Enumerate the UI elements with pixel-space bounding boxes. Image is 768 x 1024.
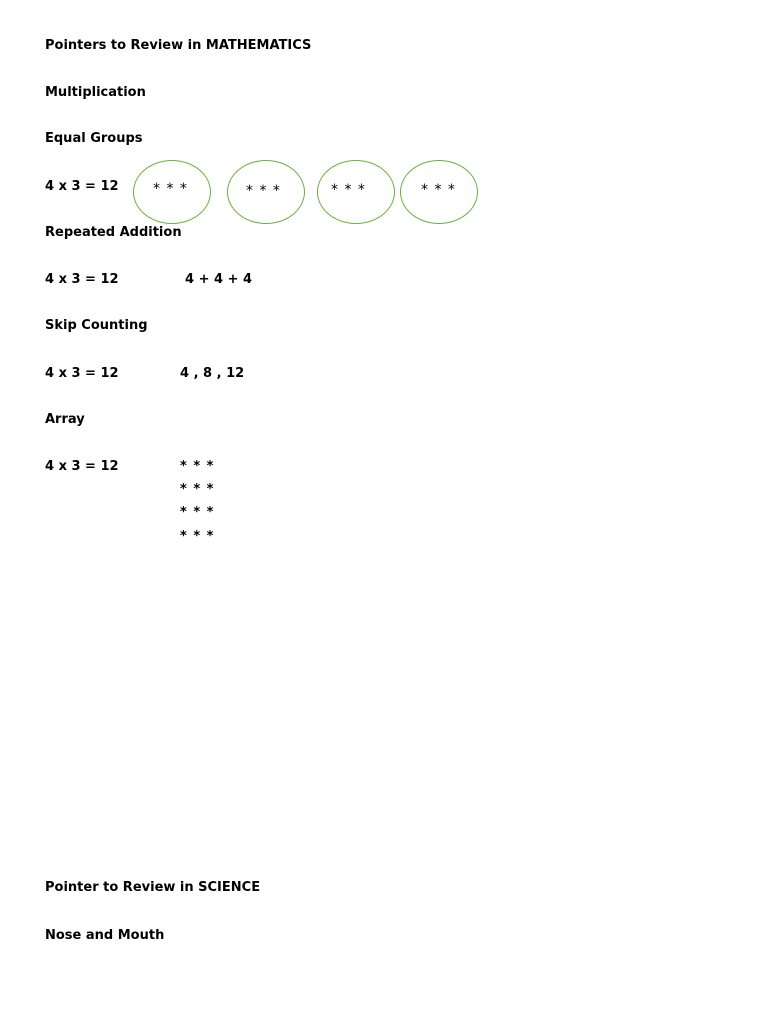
array-row: * * * (180, 482, 215, 497)
science-topic: Nose and Mouth (45, 928, 165, 943)
science-heading: Pointer to Review in SCIENCE (45, 880, 261, 895)
array-row: * * * (180, 529, 215, 544)
repeated-addition-equation: 4 x 3 = 12 (45, 272, 119, 287)
repeated-addition-label: Repeated Addition (45, 225, 182, 240)
equal-groups-equation: 4 x 3 = 12 (45, 179, 119, 194)
group-stars: * * * (331, 182, 366, 198)
group-stars: * * * (246, 183, 281, 199)
repeated-addition-expression: 4 + 4 + 4 (185, 272, 253, 287)
array-equation: 4 x 3 = 12 (45, 459, 119, 474)
skip-counting-label: Skip Counting (45, 318, 148, 333)
array-row: * * * (180, 505, 215, 520)
skip-counting-equation: 4 x 3 = 12 (45, 366, 119, 381)
skip-counting-sequence: 4 , 8 , 12 (180, 366, 245, 381)
group-stars: * * * (153, 181, 188, 197)
math-topic: Multiplication (45, 85, 146, 100)
group-stars: * * * (421, 182, 456, 198)
array-label: Array (45, 412, 85, 427)
array-row: * * * (180, 459, 215, 474)
equal-groups-label: Equal Groups (45, 131, 143, 146)
math-heading: Pointers to Review in MATHEMATICS (45, 38, 312, 53)
